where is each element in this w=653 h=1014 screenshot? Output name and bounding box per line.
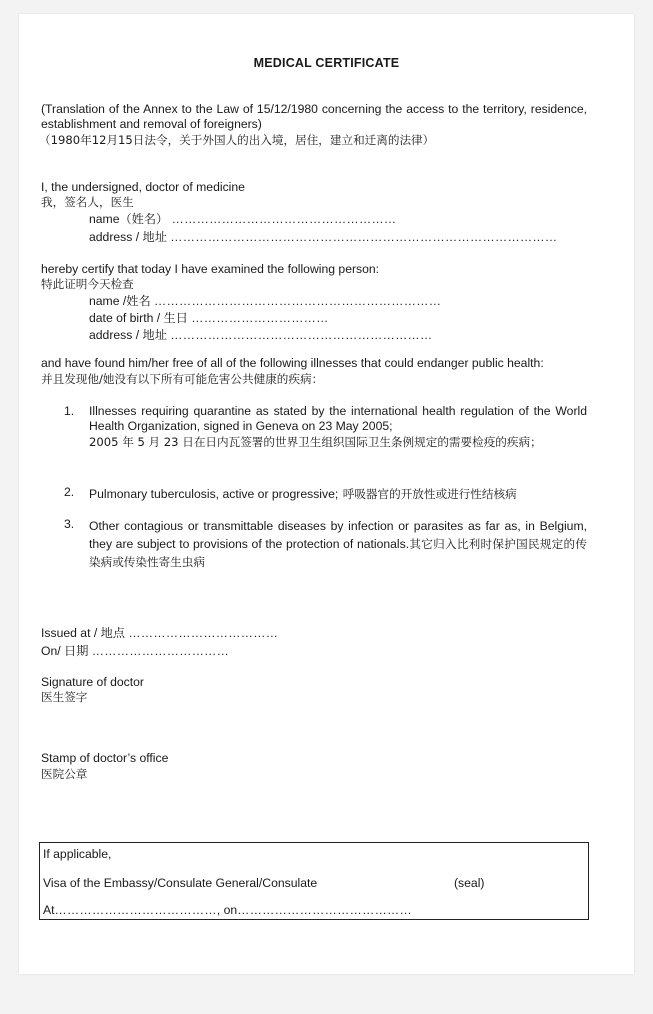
person-statement-english: hereby certify that today I have examined the following person: [41,262,380,276]
if-applicable-label: If applicable, [43,847,112,861]
illness-number: 2. [64,485,75,499]
issued-at-label: Issued at / 地点 [41,626,125,640]
illness-item-english: Pulmonary tuberculosis, active or progressive; [89,487,339,501]
illness-item-english: Illnesses requiring quarantine as stated by the international health regulation of the World Health Organization, signed in Geneva on 23 May 2005; [89,404,587,433]
doctor-statement-chinese: 我，签名人，医生 [41,195,134,209]
person-name-field [89,294,441,309]
person-address-line: ……………………………………………………… [170,328,433,342]
issued-on-field [41,644,229,659]
visa-on-label: , on [216,903,238,917]
illness-item-english: Other contagious or transmittable diseases by infection or parasites as far as, in Belgium, they are subject to provisions of the protection of nationals. [89,519,587,551]
illness-item-chinese: 呼吸器官的开放性或进行性结核病 [342,487,517,501]
person-dob-field [89,311,329,326]
stamp-label-chinese: 医院公章 [41,767,88,781]
issued-at-field [41,626,278,641]
visa-on-line: …………………………………… [237,903,413,917]
seal-label: (seal) [454,876,485,890]
certificate-page [19,14,634,974]
illness-item [89,485,517,503]
illness-number: 1. [64,404,75,418]
document-title: MEDICAL CERTIFICATE [253,56,400,70]
doctor-name-label: name（姓名） [89,212,169,226]
person-address-label: address / 地址 [89,328,167,342]
person-name-label: name /姓名 [89,294,151,308]
illness-number: 3. [64,517,75,531]
doctor-name-line: ……………………………………………… [171,212,397,226]
doctor-address-line: ………………………………………………………………………………… [170,230,558,244]
intro-chinese: （1980年12月15日法令，关于外国人的出入境，居住，建立和迁离的法律） [39,133,435,147]
illness-item-chinese: 2005 年 5 月 23 日在日内瓦签署的世界卫生组织国际卫生条例规定的需要检疫的疾病； [89,435,542,449]
stamp-label-english: Stamp of doctor’s office [41,751,169,765]
issued-at-line: ……………………………… [128,626,279,640]
illness-item-chinese: 其它归入比利时保护国民规定的传染病或传染性寄生虫病 [89,537,587,569]
visa-label: Visa of the Embassy/Consulate General/Consulate [43,876,318,890]
issued-on-line: …………………………… [91,644,230,658]
signature-label-english: Signature of doctor [41,675,144,689]
findings-chinese: 并且发现他/她没有以下所有可能危害公共健康的疾病： [41,372,324,386]
visa-at-on-field [43,903,412,918]
findings-english: and have found him/her free of all of the following illnesses that could endanger public health: [41,356,544,370]
intro-english: (Translation of the Annex to the Law of 15/12/1980 concerning the access to the territory, residence, establishment and removal of foreigners) [41,102,587,131]
illness-item [89,517,587,571]
doctor-address-field [89,230,557,245]
signature-label-chinese: 医生签字 [41,690,88,704]
issued-on-label: On/ 日期 [41,644,89,658]
person-dob-label: date of birth / 生日 [89,311,188,325]
person-statement-chinese: 特此证明今天检查 [41,277,134,291]
doctor-statement-english: I, the undersigned, doctor of medicine [41,180,245,194]
person-address-field [89,328,433,343]
doctor-name-field [89,212,396,227]
doctor-address-label: address / 地址 [89,230,167,244]
person-dob-line: …………………………… [191,311,329,325]
visa-at-line: ………………………………… [54,903,217,917]
person-name-line: …………………………………………………………… [154,294,442,308]
visa-at-label: At [43,903,55,917]
visa-box [39,842,589,920]
